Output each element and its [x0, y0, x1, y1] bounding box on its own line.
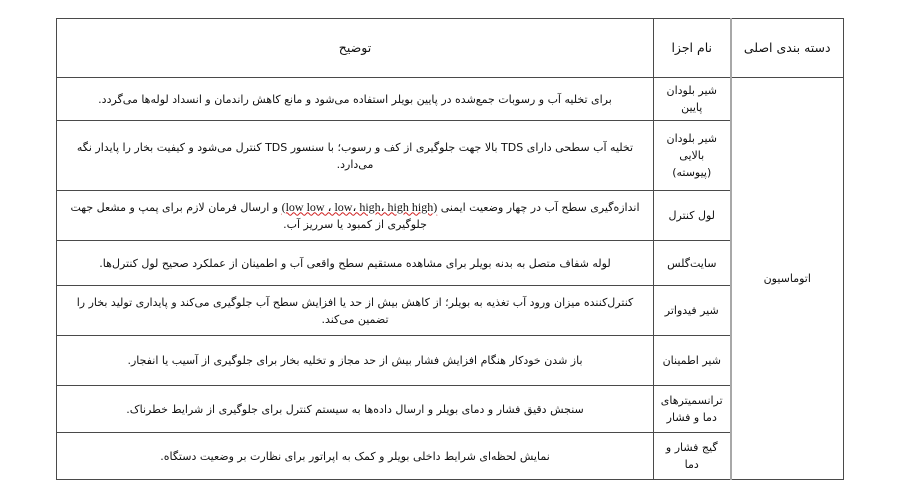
boiler-automation-table: [56, 18, 844, 480]
component-name: شیر فیدواتر: [654, 286, 731, 336]
component-description: لوله شفاف متصل به بدنه بویلر برای مشاهده مستقیم سطح واقعی آب و اطمینان از عملکرد صحیح لول کنترل‌ها.: [57, 241, 654, 286]
description-suffix: و ارسال فرمان لازم برای پمپ و مشعل جهت جلوگیری از کمبود یا سرریز آب.: [70, 200, 427, 231]
component-name: لول کنترل: [654, 191, 731, 241]
component-description: باز شدن خودکار هنگام افزایش فشار بیش از حد مجاز و تخلیه بخار برای جلوگیری از آسیب یا انفجار.: [57, 336, 654, 386]
table-row: [57, 241, 844, 286]
component-description: سنجش دقیق فشار و دمای بویلر و ارسال داده‌ها به سیستم کنترل برای جلوگیری از شرایط خطرناک.: [57, 386, 654, 433]
level-states: (low low ، low، high، high high): [281, 199, 438, 214]
table-row: [57, 121, 844, 191]
header-component-name: نام اجزا: [654, 19, 731, 78]
component-name: شیر بلودان پایین: [654, 78, 731, 121]
component-description: [57, 191, 654, 241]
table-row: [57, 433, 844, 480]
description-prefix: اندازه‌گیری سطح آب در چهار وضعیت ایمنی: [440, 200, 640, 214]
table-row: [57, 386, 844, 433]
component-name: گیج فشار و دما: [654, 433, 731, 480]
header-category: دسته بندی اصلی: [731, 19, 844, 78]
component-description: برای تخلیه آب و رسوبات جمع‌شده در پایین بویلر استفاده می‌شود و مانع کاهش راندمان و انسداد لوله‌ها می‌گردد.: [57, 78, 654, 121]
header-description: توضیح: [57, 19, 654, 78]
category-automation: اتوماسیون: [731, 78, 844, 480]
component-description: نمایش لحظه‌ای شرایط داخلی بویلر و کمک به اپراتور برای نظارت بر وضعیت دستگاه.: [57, 433, 654, 480]
component-name: شیر بلودان بالایی (پیوسته): [654, 121, 731, 191]
table-row: [57, 286, 844, 336]
component-name: ترانسمیترهای دما و فشار: [654, 386, 731, 433]
table-row: [57, 191, 844, 241]
table-row: [57, 78, 844, 121]
component-description: تخلیه آب سطحی دارای TDS بالا جهت جلوگیری از کف و رسوب؛ با سنسور TDS کنترل می‌شود و کیفیت بخار را پایدار نگه می‌دارد.: [57, 121, 654, 191]
table-header-row: [57, 19, 844, 78]
component-description: کنترل‌کننده میزان ورود آب تغذیه به بویلر؛ از کاهش بیش از حد یا افزایش سطح آب جلوگیری می‌کند و پایداری تولید بخار را تضمین می‌کند.: [57, 286, 654, 336]
component-name: سایت‌گلس: [654, 241, 731, 286]
component-name: شیر اطمینان: [654, 336, 731, 386]
table-row: [57, 336, 844, 386]
